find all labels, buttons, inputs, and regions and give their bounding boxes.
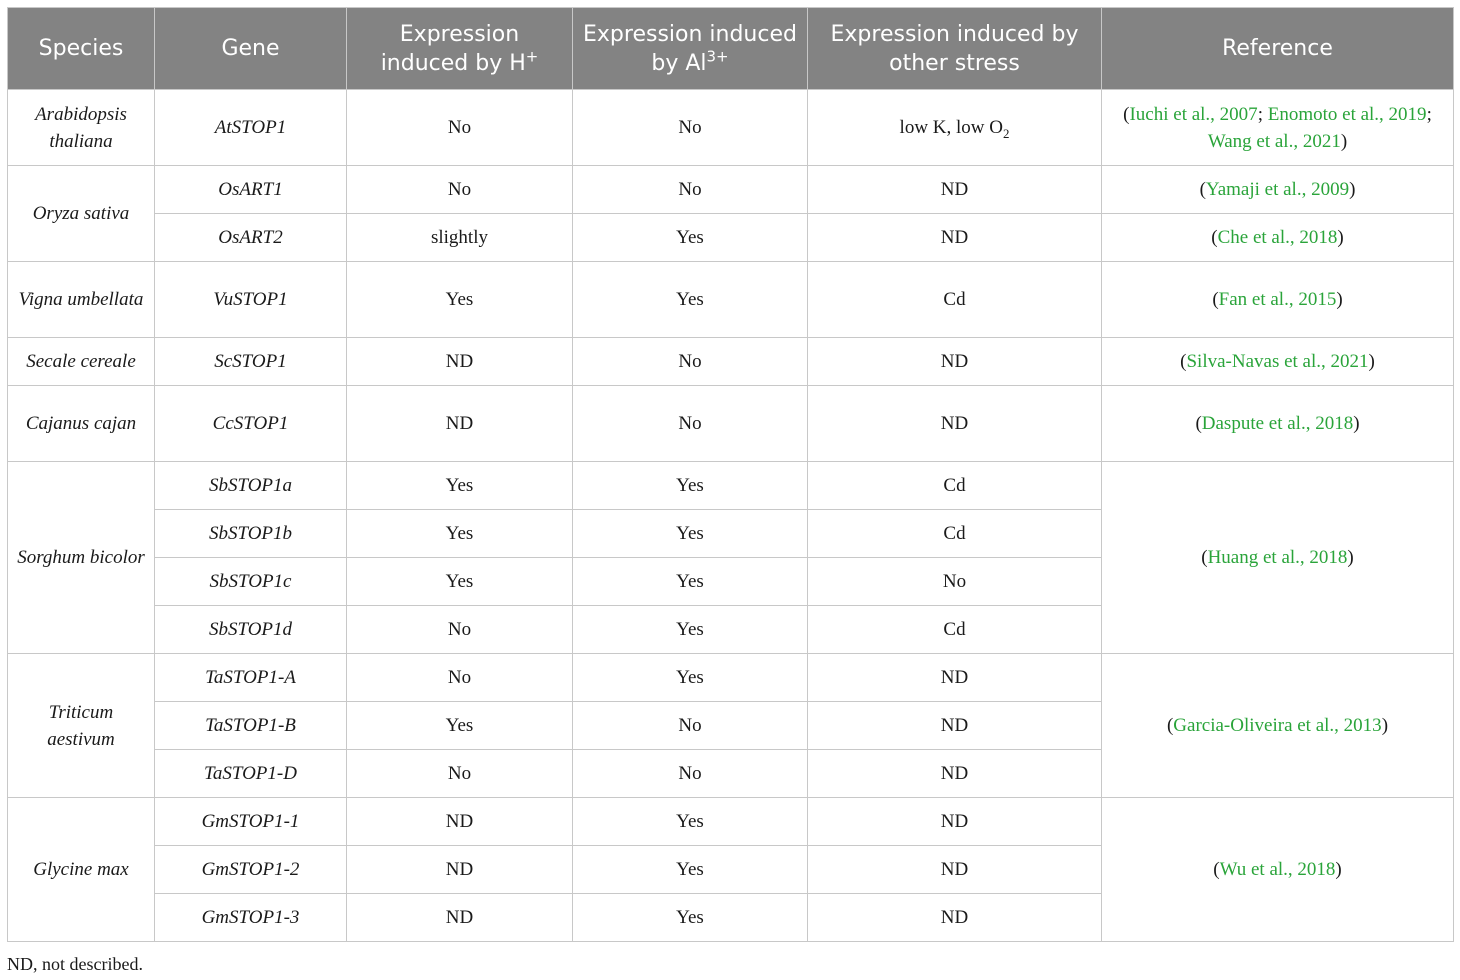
al-induced-cell: Yes: [573, 606, 808, 654]
h-induced-cell: No: [347, 90, 573, 166]
other-stress-cell: ND: [808, 846, 1102, 894]
gene-cell: CcSTOP1: [155, 386, 347, 462]
gene-cell: TaSTOP1-A: [155, 654, 347, 702]
h-induced-cell: ND: [347, 798, 573, 846]
species-cell: Oryza sativa: [8, 166, 155, 262]
header-reference: Reference: [1102, 8, 1454, 90]
al-induced-cell: Yes: [573, 558, 808, 606]
gene-cell: SbSTOP1c: [155, 558, 347, 606]
reference-cell: (Wu et al., 2018): [1102, 798, 1454, 942]
gene-cell: VuSTOP1: [155, 262, 347, 338]
header-gene: Gene: [155, 8, 347, 90]
h-induced-cell: slightly: [347, 214, 573, 262]
gene-cell: OsART2: [155, 214, 347, 262]
table-row: [8, 386, 1454, 462]
species-cell: Cajanus cajan: [8, 386, 155, 462]
al-induced-cell: No: [573, 702, 808, 750]
table-row: [8, 90, 1454, 166]
reference-cell: (Garcia-Oliveira et al., 2013): [1102, 654, 1454, 798]
al-induced-cell: Yes: [573, 510, 808, 558]
h-induced-cell: Yes: [347, 510, 573, 558]
header-species: Species: [8, 8, 155, 90]
reference-link[interactable]: Che et al., 2018: [1217, 227, 1338, 248]
other-stress-cell: ND: [808, 386, 1102, 462]
table-row: [8, 654, 1454, 702]
h-induced-cell: Yes: [347, 558, 573, 606]
reference-link[interactable]: Iuchi et al., 2007: [1129, 103, 1258, 125]
other-stress-cell: No: [808, 558, 1102, 606]
gene-cell: ScSTOP1: [155, 338, 347, 386]
other-stress-cell: ND: [808, 894, 1102, 942]
table-row: [8, 262, 1454, 338]
reference-cell: (Silva-Navas et al., 2021): [1102, 338, 1454, 386]
h-induced-cell: No: [347, 606, 573, 654]
other-stress-cell: Cd: [808, 462, 1102, 510]
reference-link[interactable]: Daspute et al., 2018: [1201, 413, 1354, 434]
al-induced-cell: Yes: [573, 798, 808, 846]
reference-cell: (Iuchi et al., 2007; Enomoto et al., 2019; Wang et al., 2021): [1102, 90, 1454, 166]
gene-cell: GmSTOP1-1: [155, 798, 347, 846]
gene-cell: TaSTOP1-D: [155, 750, 347, 798]
h-induced-cell: ND: [347, 846, 573, 894]
h-induced-cell: ND: [347, 386, 573, 462]
other-stress-cell: ND: [808, 702, 1102, 750]
header-expression-h: Expression induced by H+: [347, 8, 573, 90]
species-cell: Triticum aestivum: [8, 654, 155, 798]
h-induced-cell: No: [347, 750, 573, 798]
species-cell: Secale cereale: [8, 338, 155, 386]
reference-link[interactable]: Wu et al., 2018: [1219, 859, 1336, 880]
reference-link[interactable]: Enomoto et al., 2019: [1267, 103, 1427, 125]
header-expression-other: Expression induced by other stress: [808, 8, 1102, 90]
al-induced-cell: Yes: [573, 462, 808, 510]
h-induced-cell: Yes: [347, 462, 573, 510]
reference-link[interactable]: Huang et al., 2018: [1207, 547, 1348, 568]
h-induced-cell: No: [347, 166, 573, 214]
header-expression-al: Expression induced by $Al^{3+}$: [573, 8, 808, 90]
table-row: [8, 214, 1454, 262]
al-induced-cell: Yes: [573, 894, 808, 942]
table-row: [8, 462, 1454, 510]
al-induced-cell: Yes: [573, 214, 808, 262]
reference-cell: (Daspute et al., 2018): [1102, 386, 1454, 462]
reference-cell: (Fan et al., 2015): [1102, 262, 1454, 338]
reference-cell: (Yamaji et al., 2009): [1102, 166, 1454, 214]
gene-cell: SbSTOP1a: [155, 462, 347, 510]
other-stress-cell: ND: [808, 214, 1102, 262]
table-row: [8, 798, 1454, 846]
al-induced-cell: No: [573, 338, 808, 386]
gene-cell: GmSTOP1-3: [155, 894, 347, 942]
other-stress-cell: ND: [808, 654, 1102, 702]
table-row: [8, 166, 1454, 214]
reference-link[interactable]: Silva-Navas et al., 2021: [1186, 351, 1369, 372]
species-cell: Sorghum bicolor: [8, 462, 155, 654]
table-row: [8, 338, 1454, 386]
reference-link[interactable]: Fan et al., 2015: [1218, 289, 1337, 310]
gene-cell: SbSTOP1d: [155, 606, 347, 654]
al-induced-cell: Yes: [573, 846, 808, 894]
al-induced-cell: Yes: [573, 262, 808, 338]
h-induced-cell: Yes: [347, 262, 573, 338]
header-row: [8, 8, 1454, 90]
other-stress-cell: ND: [808, 798, 1102, 846]
al-induced-cell: No: [573, 90, 808, 166]
gene-cell: SbSTOP1b: [155, 510, 347, 558]
al-induced-cell: No: [573, 386, 808, 462]
other-stress-cell: ND: [808, 338, 1102, 386]
reference-link[interactable]: Wang et al., 2021: [1207, 130, 1341, 152]
h-induced-cell: ND: [347, 894, 573, 942]
species-cell: Glycine max: [8, 798, 155, 942]
other-stress-cell: Cd: [808, 262, 1102, 338]
gene-cell: GmSTOP1-2: [155, 846, 347, 894]
reference-link[interactable]: Yamaji et al., 2009: [1205, 179, 1350, 200]
reference-cell: (Che et al., 2018): [1102, 214, 1454, 262]
al-induced-cell: No: [573, 750, 808, 798]
h-induced-cell: No: [347, 654, 573, 702]
al-induced-cell: Yes: [573, 654, 808, 702]
gene-cell: OsART1: [155, 166, 347, 214]
reference-link[interactable]: Garcia-Oliveira et al., 2013: [1173, 715, 1382, 736]
other-stress-cell: ND: [808, 750, 1102, 798]
h-induced-cell: Yes: [347, 702, 573, 750]
other-stress-cell: Cd: [808, 606, 1102, 654]
other-stress-cell: Cd: [808, 510, 1102, 558]
h-induced-cell: ND: [347, 338, 573, 386]
reference-cell: (Huang et al., 2018): [1102, 462, 1454, 654]
stop1-expression-table: [7, 7, 1454, 942]
gene-cell: AtSTOP1: [155, 90, 347, 166]
other-stress-cell: low K, low $O_2$: [808, 90, 1102, 166]
gene-cell: TaSTOP1-B: [155, 702, 347, 750]
al-induced-cell: No: [573, 166, 808, 214]
table-footnote: ND, not described.: [7, 954, 143, 974]
species-cell: Vigna umbellata: [8, 262, 155, 338]
species-cell: Arabidopsis thaliana: [8, 90, 155, 166]
other-stress-cell: ND: [808, 166, 1102, 214]
